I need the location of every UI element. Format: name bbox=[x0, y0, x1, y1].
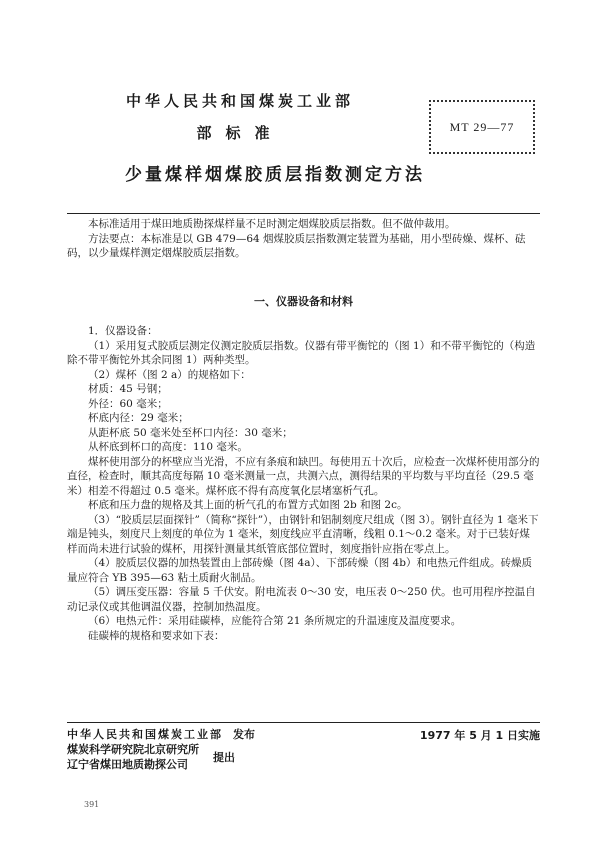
proposer: 辽宁省煤田地质勘探公司 bbox=[67, 758, 188, 771]
body-paragraph: （2）煤杯（图 2 a）的规格如下： bbox=[88, 368, 251, 381]
body-paragraph: 杯底内径：29 毫米； bbox=[88, 412, 189, 424]
body-paragraph: 从杯底到杯口的高度：110 毫米。 bbox=[88, 441, 248, 453]
standard-type: 部标准 bbox=[196, 124, 284, 142]
body-paragraph: 外径：60 毫米； bbox=[88, 397, 168, 410]
proposer: 煤炭科学研究院北京研究所 bbox=[67, 743, 199, 756]
body-paragraph: 1．仪器设备： bbox=[88, 325, 158, 337]
section-body bbox=[67, 324, 540, 643]
issuing-ministry: 中华人民共和国煤炭工业部 bbox=[125, 92, 354, 110]
body-paragraph: （1）采用复式胶质层测定仪测定胶质层指数。仪器有带平衡铊的（图 1）和不带平衡铊的（构造除不带平衡铊外其余同图 1）两种类型。 bbox=[67, 339, 536, 366]
header-rule bbox=[67, 213, 540, 214]
body-paragraph: 材质：45 号钢； bbox=[88, 383, 168, 395]
page-number: 391 bbox=[84, 800, 100, 809]
footer-rule bbox=[67, 722, 540, 723]
standard-number: MT 29—77 bbox=[449, 119, 515, 134]
intro-paragraph: 本标准适用于煤田地质勘探煤样量不足时测定烟煤胶质层指数。但不做仲裁用。 bbox=[88, 218, 456, 230]
body-paragraph: （4）胶质层仪器的加热装置由上部砖燥（图 4a）、下部砖燥（图 4b）和电热元件组成。砖燥质量应符合 YB 395—63 粘土质耐火制品。 bbox=[67, 557, 532, 584]
body-paragraph: （5）调压变压器：容量 5 千伏安。附电流表 0～30 安，电压表 0～250 伏。也可用程序控温自动记录仪或其他调温仪器，控制加热温度。 bbox=[67, 586, 536, 613]
body-paragraph: （6）电热元件：采用硅碳棒，应能符合第 21 条所规定的升温速度及温度要求。 bbox=[88, 615, 462, 627]
body-paragraph: 从距杯底 50 毫米处至杯口内径：30 毫米； bbox=[88, 426, 293, 439]
publish-label: 发布 bbox=[233, 728, 255, 741]
intro-block bbox=[67, 217, 540, 261]
body-paragraph: 煤杯使用部分的杯壁应当光滑，不应有条痕和缺凹。每使用五十次后，应检查一次煤杯使用部分的直径，检查时，顺其高度每隔 10 毫米测量一点，共测六点，测得结果的平均数与平均直径（29.5 毫米）相差不得超过 0.5 毫米。煤杯底不得有高度氧化层堵塞析气孔。 bbox=[67, 455, 540, 497]
effective-date: 1977 年 5 月 1 日实施 bbox=[419, 729, 540, 742]
intro-paragraph: 方法要点：本标准是以 GB 479—64 烟煤胶质层指数测定装置为基础，用小型砖燥、煤杯、砝码，以少量煤样测定烟煤胶质层指数。 bbox=[67, 232, 526, 259]
document-title: 少量煤样烟煤胶质层指数测定方法 bbox=[125, 165, 425, 185]
section-heading: 一、仪器设备和材料 bbox=[254, 295, 353, 308]
body-paragraph: 杯底和压力盘的规格及其上面的析气孔的布置方式如图 2b 和图 2c。 bbox=[88, 499, 408, 511]
footer-issuers bbox=[67, 727, 255, 772]
body-paragraph: （3）“胶质层层面探针”（简称“探针”），由钢针和铝制刻度尺组成（图 3）。钢针直径为 1 毫米下端是钝头，刻度尺上刻度的单位为 1 毫米，刻度线应平直清晰，线粗 0.1～0.2 毫米。对于已装好煤样而尚未进行试验的煤杯，用探针测量其纸管底部位置时，刻度指针应指在零点上。 bbox=[67, 513, 539, 555]
propose-label: 提出 bbox=[213, 750, 235, 764]
standard-number-box bbox=[429, 100, 535, 154]
body-paragraph: 硅碳棒的规格和要求如下表： bbox=[88, 629, 225, 642]
footer-ministry: 中华人民共和国煤炭工业部 bbox=[67, 728, 223, 741]
